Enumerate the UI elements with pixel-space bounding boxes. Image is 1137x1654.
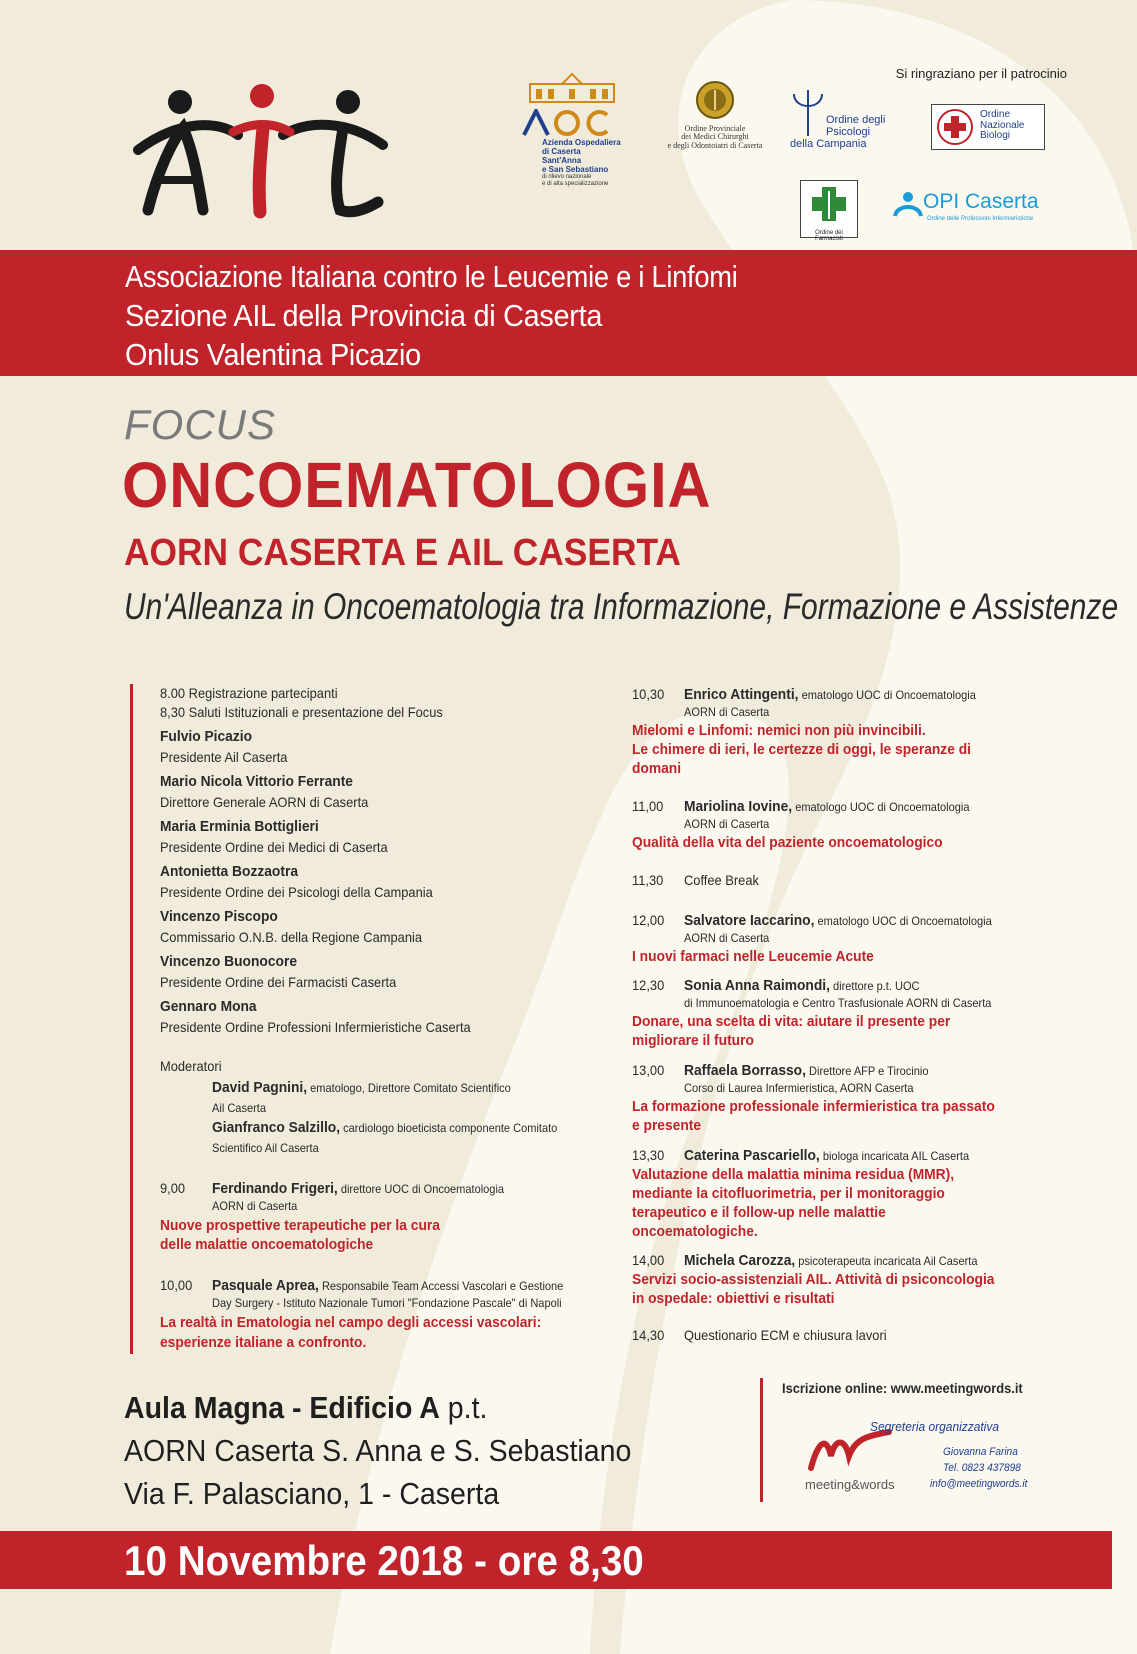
event-date: 10 Novembre 2018 - ore 8,30	[124, 1537, 644, 1584]
speaker-name: Salvatore Iaccarino,	[684, 912, 815, 929]
speaker	[684, 1253, 977, 1270]
speaker-role: Presidente Ordine dei Psicologi della Campania	[160, 884, 433, 900]
main-title: ONCOEMATOLOGIA	[122, 449, 712, 521]
aorn-line: e San Sebastiano	[542, 164, 609, 174]
aorn-logo	[522, 72, 622, 188]
talk-title: migliorare il futuro	[632, 1032, 754, 1049]
online-registration[interactable]: Iscrizione online: www.meetingwords.it	[782, 1380, 1023, 1396]
pharmacy-cross-icon	[801, 181, 857, 225]
session-time: 13,00	[632, 1062, 665, 1078]
speaker-name: Caterina Pascariello,	[684, 1147, 820, 1164]
meetingwords-brand: meeting&words	[805, 1477, 895, 1492]
moderator-role: ematologo, Direttore Comitato Scientifico	[307, 1081, 511, 1095]
opi-name: OPI Caserta	[923, 190, 1039, 213]
speaker-role: ematologo UOC di Oncoematologia	[814, 914, 992, 928]
talk-title: mediante la citofluorimetria, per il monitoraggio	[632, 1185, 945, 1202]
speaker-role: Presidente Ail Caserta	[160, 749, 288, 765]
session-label: Questionario ECM e chiusura lavori	[684, 1327, 887, 1343]
schedule-greetings: 8,30 Saluti Istituzionali e presentazione del Focus	[160, 704, 443, 720]
session-time: 10,00	[160, 1277, 193, 1293]
session-time: 12,00	[632, 912, 665, 928]
ordine-medici-logo	[655, 80, 775, 151]
speaker-role: Presidente Ordine dei Farmacisti Caserta	[160, 974, 397, 990]
speaker-name: Sonia Anna Raimondi,	[684, 977, 830, 994]
speaker-role: Direttore Generale AORN di Caserta	[160, 794, 369, 810]
moderator	[212, 1120, 557, 1137]
aorn-line: e di alta specializzazione	[542, 180, 609, 187]
speaker-name: Pasquale Aprea,	[212, 1277, 319, 1294]
header-band	[0, 250, 1137, 376]
moderator-name: David Pagnini,	[212, 1079, 308, 1096]
ordine-farmacisti-logo	[800, 180, 858, 242]
speaker-role: ematologo UOC di Oncoematologia	[798, 688, 976, 702]
medici-line: Ordine Provinciale	[684, 123, 746, 133]
speaker-role: Presidente Ordine dei Medici di Caserta	[160, 839, 388, 855]
aorn-line: Sant'Anna	[542, 155, 582, 165]
session-time: 9,00	[160, 1180, 186, 1196]
moderators-label: Moderatori	[160, 1058, 222, 1074]
talk-title: Servizi socio-assistenziali AIL. Attività di psiconcologia	[632, 1271, 995, 1288]
talk-title: Nuove prospettive terapeutiche per la cura	[160, 1217, 440, 1234]
venue-hospital: AORN Caserta S. Anna e S. Sebastiano	[124, 1433, 632, 1468]
speaker	[684, 799, 969, 816]
session-time: 14,00	[632, 1252, 665, 1268]
speaker-name: Fulvio Picazio	[160, 728, 253, 745]
speaker	[684, 913, 992, 930]
speaker	[684, 1063, 928, 1080]
speaker-name: Vincenzo Piscopo	[160, 908, 278, 925]
speaker-role: AORN di Caserta	[684, 931, 770, 945]
hospital-building-icon	[522, 72, 622, 104]
session-time: 12,30	[632, 977, 665, 993]
opi-figure-icon	[893, 190, 923, 218]
session-time: 14,30	[632, 1327, 665, 1343]
cross-seal-icon	[935, 107, 975, 147]
segreteria-phone: Tel. 0823 437898	[943, 1462, 1021, 1474]
tagline: Un'Alleanza in Oncoematologia tra Informazione, Formazione e Assistenze	[124, 586, 1119, 627]
speaker-name: Ferdinando Frigeri,	[212, 1180, 338, 1197]
speaker	[684, 1148, 969, 1165]
speaker-role: Responsabile Team Accessi Vascolari e Gestione	[318, 1279, 564, 1293]
talk-title: Mielomi e Linfomi: nemici non più invincibili.	[632, 722, 926, 739]
talk-title: La realtà in Ematologia nel campo degli accessi vascolari:	[160, 1314, 542, 1331]
aorn-line: Azienda Ospedaliera	[542, 138, 621, 148]
left-column-rule	[130, 684, 133, 1354]
moderator-role: cardiologo bioeticista componente Comitato	[340, 1121, 558, 1135]
speaker-name: Mariolina Iovine,	[684, 798, 793, 815]
venue-hall	[124, 1390, 487, 1426]
speaker-name: Antonietta Bozzaotra	[160, 863, 298, 880]
session-time: 13,30	[632, 1147, 665, 1163]
meetingwords-mark-icon	[805, 1428, 895, 1472]
opi-subtitle: Ordine delle Professioni Infermieristiche	[927, 216, 1034, 222]
speaker-role: direttore UOC di Oncoematologia	[337, 1182, 505, 1196]
session-time: 11,30	[632, 872, 664, 888]
speaker-name: Raffaela Borrasso,	[684, 1062, 806, 1079]
speaker-name: Gennaro Mona	[160, 998, 257, 1015]
speaker-role: Corso di Laurea Infermieristica, AORN Caserta	[684, 1081, 914, 1095]
speaker-name: Michela Carozza,	[684, 1252, 796, 1269]
talk-title: oncoematologiche.	[632, 1223, 758, 1240]
venue-hall-floor: p.t.	[439, 1390, 488, 1425]
speaker-role: AORN di Caserta	[684, 705, 770, 719]
speaker-name: Vincenzo Buonocore	[160, 953, 298, 970]
speaker	[212, 1278, 563, 1295]
talk-title: Donare, una scelta di vita: aiutare il presente per	[632, 1013, 951, 1030]
schedule-registration: 8.00 Registrazione partecipanti	[160, 685, 338, 701]
date-band	[0, 1531, 1112, 1589]
speaker	[684, 687, 976, 704]
speaker-role: Day Surgery - Istituto Nazionale Tumori "Fondazione Pascale" di Napoli	[212, 1296, 562, 1310]
ordine-biologi-logo	[931, 104, 1045, 150]
moderator-role: Ail Caserta	[212, 1101, 266, 1115]
speaker-role: direttore p.t. UOC	[829, 979, 920, 993]
speaker-name: Maria Erminia Bottiglieri	[160, 818, 319, 835]
biologi-line: Ordine	[980, 109, 1011, 120]
onlus-name: Onlus Valentina Picazio	[125, 337, 421, 372]
talk-title: Valutazione della malattia minima residua (MMR),	[632, 1166, 955, 1183]
talk-title: in ospedale: obiettivi e risultati	[632, 1290, 835, 1307]
speaker-role: biologa incaricata AIL Caserta	[819, 1149, 970, 1163]
ordine-psicologi-logo	[790, 88, 920, 150]
aorn-letters-icon	[522, 109, 622, 137]
meetingwords-logo	[805, 1428, 895, 1492]
psicologi-line: Ordine degli Psicologi	[826, 114, 886, 139]
speaker-role: Commissario O.N.B. della Regione Campania	[160, 929, 423, 945]
speaker	[212, 1181, 504, 1198]
speaker-role: psicoterapeuta incaricata Ail Caserta	[795, 1254, 978, 1268]
speaker-role: AORN di Caserta	[684, 817, 770, 831]
medici-line: e degli Odontoiatri di Caserta	[667, 141, 763, 151]
talk-title: Le chimere di ieri, le certezze di oggi, le speranze di	[632, 741, 971, 758]
seal-icon	[695, 80, 735, 120]
moderator-role: Scientifico Ail Caserta	[212, 1141, 319, 1155]
speaker-role: di Immunoematologia e Centro Trasfusionale AORN di Caserta	[684, 996, 992, 1010]
section-name: Sezione AIL della Provincia di Caserta	[125, 298, 603, 333]
talk-title: esperienze italiane a confronto.	[160, 1334, 367, 1351]
session-time: 11,00	[632, 798, 664, 814]
talk-title: terapeutico e il follow-up nelle malattie	[632, 1204, 886, 1221]
talk-title: La formazione professionale infermieristica tra passato	[632, 1098, 995, 1115]
speaker-name: Enrico Attingenti,	[684, 686, 799, 703]
speaker-name: Mario Nicola Vittorio Ferrante	[160, 773, 353, 790]
biologi-line: Nazionale	[980, 119, 1025, 131]
session-time: 10,30	[632, 686, 665, 702]
speaker-role: Presidente Ordine Professioni Infermieristiche Caserta	[160, 1019, 471, 1035]
patrocinio-title: Si ringraziano per il patrocinio	[895, 66, 1067, 81]
focus-label: FOCUS	[124, 401, 276, 448]
talk-title: I nuovi farmaci nelle Leucemie Acute	[632, 948, 874, 965]
registration-rule	[760, 1378, 763, 1502]
venue-address: Via F. Palasciano, 1 - Caserta	[124, 1476, 500, 1511]
talk-title: e presente	[632, 1117, 702, 1134]
psi-icon	[790, 88, 826, 138]
talk-title: Qualità della vita del paziente oncoematologico	[632, 834, 943, 851]
ail-logo	[118, 80, 398, 220]
subtitle: AORN CASERTA E AIL CASERTA	[124, 532, 681, 574]
talk-title: delle malattie oncoematologiche	[160, 1236, 374, 1253]
aorn-line: di rilievo nazionale	[542, 174, 592, 181]
speaker-role: AORN di Caserta	[212, 1199, 298, 1213]
speaker-role: Direttore AFP e Tirocinio	[805, 1064, 929, 1078]
moderator	[212, 1080, 511, 1097]
moderator-name: Gianfranco Salzillo,	[212, 1119, 341, 1136]
talk-title: domani	[632, 760, 682, 777]
aorn-line: di Caserta	[542, 146, 581, 156]
association-name: Associazione Italiana contro le Leucemie e i Linfomi	[125, 259, 738, 294]
speaker-role: ematologo UOC di Oncoematologia	[792, 800, 970, 814]
segreteria-name: Giovanna Farina	[943, 1446, 1018, 1458]
speaker	[684, 978, 920, 995]
session-label: Coffee Break	[684, 872, 759, 888]
venue-hall-name: Aula Magna - Edificio A	[124, 1390, 440, 1425]
biologi-line: Biologi	[980, 130, 1011, 141]
segreteria-title: Segreteria organizzativa	[870, 1419, 999, 1434]
psicologi-line: della Campania	[790, 138, 867, 151]
medici-line: dei Medici Chirurghi	[681, 132, 749, 142]
farmacisti-label: Ordine dei Farmacisti	[815, 230, 843, 242]
segreteria-email[interactable]: info@meetingwords.it	[930, 1478, 1028, 1490]
